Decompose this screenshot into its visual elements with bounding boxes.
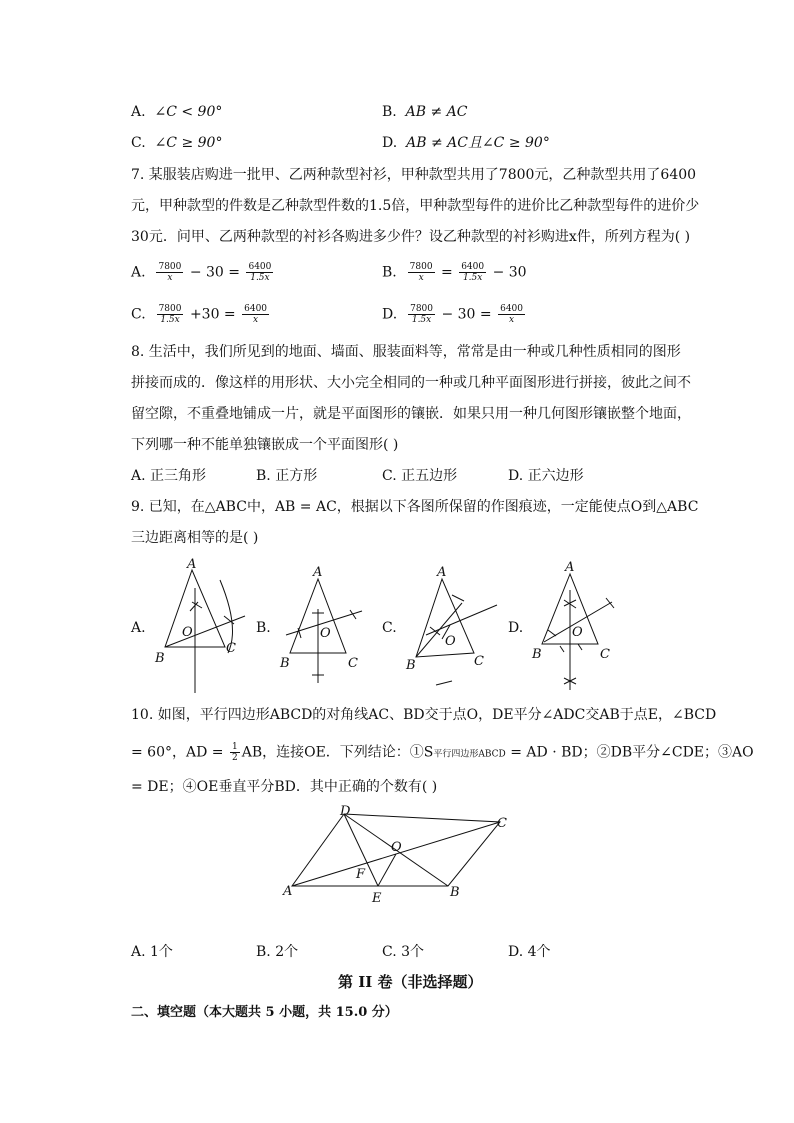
q8-line-2: 拼接而成的．像这样的用形状、大小完全相同的一种或几种平面图形进行拼接，彼此之间不 bbox=[131, 375, 691, 391]
q9-figure-c bbox=[402, 565, 512, 695]
q7-line-3: 30元．问甲、乙两种款型的衬衫各购进多少件？设乙种款型的衬衫购进x件，所列方程为( ) bbox=[131, 229, 691, 245]
q7-line-2: 元，甲种款型的件数是乙种款型件数的1.5倍，甲种款型每件的进价比乙种款型每件的进价少 bbox=[131, 198, 700, 214]
q8-option-c: C. 正五边形 bbox=[382, 468, 458, 484]
q9-c-pt-b: B bbox=[406, 658, 416, 673]
q8-option-a: A. 正三角形 bbox=[131, 468, 207, 484]
q10-option-a: A. 1个 bbox=[131, 944, 173, 960]
q9-b-pt-a: A bbox=[313, 565, 323, 580]
q6-option-d: D. AB ≠ AC且∠C ≥ 90° bbox=[382, 135, 550, 151]
q10-option-c: C. 3个 bbox=[382, 944, 425, 960]
q8-option-d: D. 正六边形 bbox=[508, 468, 584, 484]
q9-line-2: 三边距离相等的是( ) bbox=[131, 530, 259, 546]
q9-a-pt-a: A bbox=[187, 558, 197, 572]
q9-b-pt-b: B bbox=[280, 656, 290, 671]
q9-option-b-label: B. bbox=[256, 620, 271, 636]
q9-d-pt-o: O bbox=[572, 625, 583, 640]
q9-figure-d bbox=[530, 560, 640, 695]
q9-option-c-label: C. bbox=[382, 620, 397, 636]
q9-d-pt-b: B bbox=[532, 647, 542, 662]
q9-a-pt-c: C bbox=[226, 641, 236, 656]
q10-pt-e: E bbox=[372, 891, 382, 906]
q7-option-d: D. $\frac{7800}{1.5x}$ − 30 = $\frac{6400}{x}$ bbox=[382, 304, 523, 325]
q9-c-pt-o: O bbox=[445, 634, 456, 649]
q9-b-pt-c: C bbox=[348, 656, 358, 671]
q9-option-d-label: D. bbox=[508, 620, 524, 636]
q7-line-1: 7. 某服装店购进一批甲、乙两种款型衬衫，甲种款型共用了7800元，乙种款型共用了6400 bbox=[131, 167, 697, 183]
section-title: 第 II 卷（非选择题） bbox=[338, 973, 483, 991]
q7-option-a: A. $\frac{7800}{x}$ − 30 = $\frac{6400}{1.5x}$ bbox=[131, 262, 272, 283]
q9-figure-a bbox=[150, 558, 250, 698]
q10-pt-d: D bbox=[340, 804, 351, 819]
q8-line-4: 下列哪一种不能单独镶嵌成一个平面图形( ) bbox=[131, 437, 399, 453]
q9-figure-b bbox=[276, 565, 376, 695]
q8-option-b: B. 正方形 bbox=[256, 468, 318, 484]
q6-option-b: B. AB ≠ AC bbox=[382, 104, 468, 120]
q10-pt-b: B bbox=[450, 885, 460, 900]
q10-pt-c: C bbox=[497, 816, 507, 831]
section-subtitle: 二、填空题（本大题共 5 小题，共 15.0 分） bbox=[131, 1005, 398, 1020]
q10-figure-parallelogram bbox=[278, 804, 518, 909]
q9-a-pt-b: B bbox=[155, 651, 165, 666]
q9-b-pt-o: O bbox=[320, 626, 331, 641]
q7-option-c: C. $\frac{7800}{1.5x}$ +30 = $\frac{6400}{x}$ bbox=[131, 304, 268, 325]
q9-a-pt-o: O bbox=[182, 625, 193, 640]
q9-d-pt-c: C bbox=[600, 647, 610, 662]
q9-option-a-label: A. bbox=[131, 620, 146, 636]
q10-line-1: 10. 如图，平行四边形ABCD的对角线AC、BD交于点O，DE平分∠ADC交AB于点E，∠BCD bbox=[131, 707, 717, 723]
q6-option-a: A. ∠C < 90° bbox=[131, 104, 223, 120]
q10-option-d: D. 4个 bbox=[508, 944, 551, 960]
q10-option-b: B. 2个 bbox=[256, 944, 299, 960]
q7-option-b: B. $\frac{7800}{x}$ = $\frac{6400}{1.5x}$ − 30 bbox=[382, 262, 527, 283]
q8-line-1: 8. 生活中，我们所见到的地面、墙面、服装面料等，常常是由一种或几种性质相同的图形 bbox=[131, 344, 681, 360]
q10-pt-a: A bbox=[283, 884, 293, 899]
q9-c-pt-a: A bbox=[437, 565, 447, 580]
q8-line-3: 留空隙，不重叠地铺成一片，就是平面图形的镶嵌．如果只用一种几何图形镶嵌整个地面， bbox=[131, 406, 691, 422]
q9-d-pt-a: A bbox=[565, 560, 575, 575]
q10-pt-o: O bbox=[391, 840, 402, 855]
q6-option-c: C. ∠C ≥ 90° bbox=[131, 135, 223, 151]
q10-line-3: = DE；④OE垂直平分BD．其中正确的个数有( ) bbox=[131, 779, 438, 795]
q9-line-1: 9. 已知，在△ABC中，AB = AC，根据以下各图所保留的作图痕迹，一定能使点O到△ABC bbox=[131, 499, 699, 515]
q10-pt-f: F bbox=[356, 867, 366, 882]
q10-line-2: = 60°，AD = $\frac{1}{2}$ AB，连接OE．下列结论：①S平行四边形ABCD = AD · BD；②DB平分∠CDE；③AO bbox=[131, 742, 754, 763]
q9-c-pt-c: C bbox=[474, 654, 484, 669]
